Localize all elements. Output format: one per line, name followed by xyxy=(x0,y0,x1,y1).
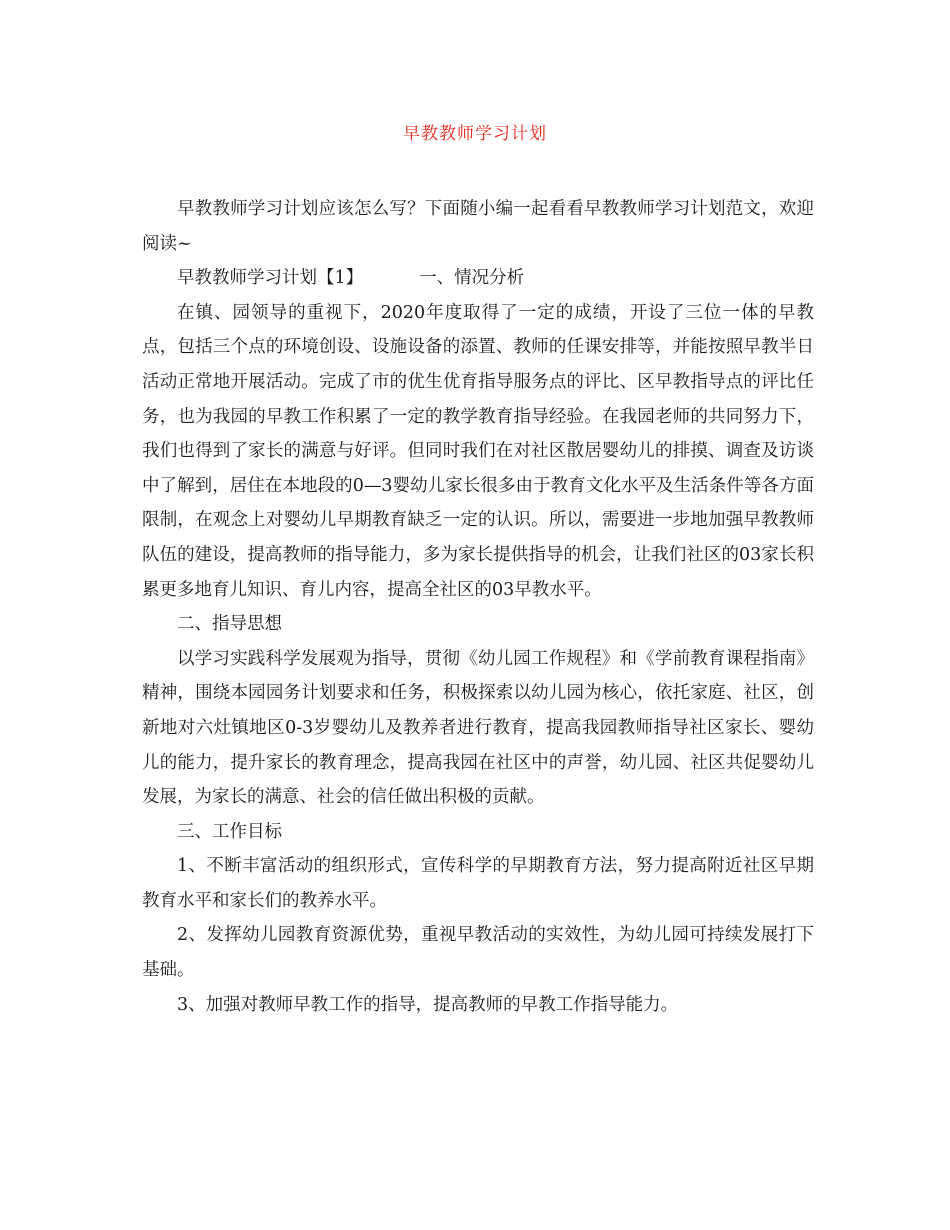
section3-heading: 三、工作目标 xyxy=(177,821,282,842)
section1-paragraph: 在镇、园领导的重视下，2020年度取得了一定的成绩，开设了三位一体的早教点，包括三个点的环境创设、设施设备的添置、教师的任课安排等，并能按照早教半日活动正常地开展活动。完成了市的优生优育指导服务点的评比、区早教指导点的评比任务，也为我园的早教工作积累了一定的教学教育指导经验。在我园老师的共同努力下，我们也得到了家长的满意与好评。但同时我们在对社区散居婴幼儿的排摸、调查及访谈中了解到，居住在本地段的0—3婴幼儿家长很多由于教育文化水平及生活条件等各方面限制，在观念上对婴幼儿早期教育缺乏一定的认识。所以，需要进一步地加强早教教师队伍的建设，提高教师的指导能力，多为家长提供指导的机会，让我们社区的03家长积累更多地育儿知识、育儿内容，提高全社区的03早教水平。 xyxy=(142,302,814,600)
document-title: 早教教师学习计划 xyxy=(403,124,547,144)
plan-heading-line xyxy=(142,261,814,296)
document-body xyxy=(142,192,814,1022)
goal-item: 2、发挥幼儿园教育资源优势，重视早教活动的实效性，为幼儿园可持续发展打下基础。 xyxy=(142,925,814,981)
section2-paragraph: 以学习实践科学发展观为指导，贯彻《幼儿园工作规程》和《学前教育课程指南》精神，围绕本园园务计划要求和任务，积极探索以幼儿园为核心，依托家庭、社区，创新地对六灶镇地区0-3岁婴幼儿及教养者进行教育，提高我园教师指导社区家长、婴幼儿的能力，提升家长的教育理念，提高我园在社区中的声誉，幼儿园、社区共促婴幼儿发展，为家长的满意、社会的信任做出积极的贡献。 xyxy=(142,648,814,808)
intro-paragraph: 早教教师学习计划应该怎么写？下面随小编一起看看早教教师学习计划范文，欢迎阅读~ xyxy=(142,199,814,254)
section1-heading: 一、情况分析 xyxy=(419,268,525,289)
goal-item: 1、不断丰富活动的组织形式，宣传科学的早期教育方法，努力提高附近社区早期教育水平和家长们的教养水平。 xyxy=(142,856,814,911)
goal-item: 3、加强对教师早教工作的指导，提高教师的早教工作指导能力。 xyxy=(177,994,679,1015)
section2-heading: 二、指导思想 xyxy=(177,614,282,635)
plan-heading: 早教教师学习计划【1】 xyxy=(177,268,364,289)
